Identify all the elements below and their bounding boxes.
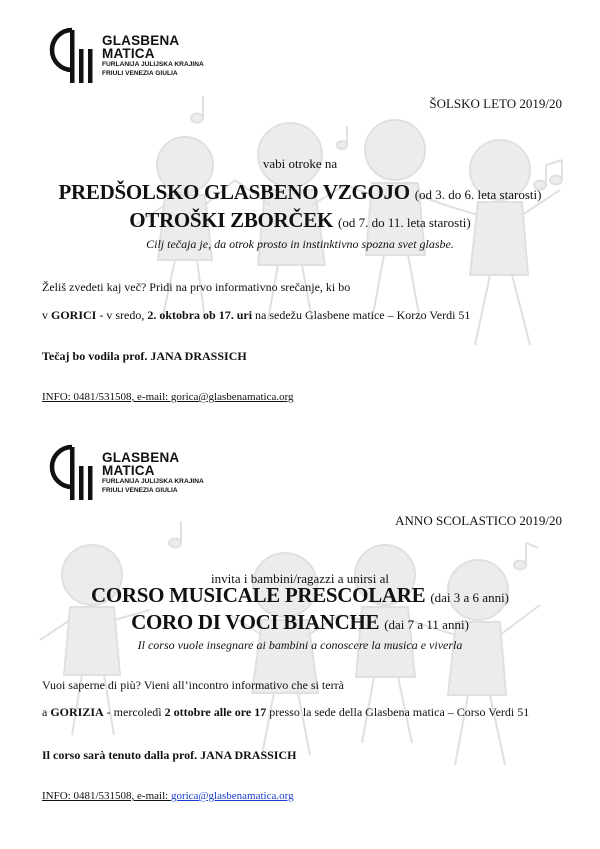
info-line: INFO: 0481/531508, e-mail: gorica@glasbenamatica.org: [42, 391, 294, 403]
meeting-place: presso la sede della Glasbena matica – Corso Verdi 51: [266, 705, 530, 719]
logo-name-line1: GLASBENA: [102, 450, 180, 465]
course1-heading: [0, 180, 600, 205]
question-line: Želiš zvedeti kaj več? Pridi na prvo informativno srečanje, ki bo: [42, 280, 351, 294]
meeting-prefix: a: [42, 705, 51, 719]
invite-line: invita i bambini/ragazzi a unirsi al: [211, 571, 389, 586]
course1-age: (od 3. do 6. leta starosti): [414, 187, 542, 202]
logo-name-line2: MATICA: [102, 46, 155, 61]
meeting-day: - v sredo,: [96, 308, 148, 322]
meeting-date: 2 ottobre alle ore 17: [164, 705, 267, 719]
school-year: ŠOLSKO LETO 2019/20: [429, 96, 562, 111]
teacher-line: Il corso sarà tenuto dalla prof. JANA DRASSICH: [42, 748, 297, 762]
logo-name-line1: GLASBENA: [102, 33, 180, 48]
meeting-place: na sedežu Glasbene matice – Korzo Verdi 51: [252, 308, 471, 322]
meeting-day: - mercoledì: [103, 705, 165, 719]
school-year: ANNO SCOLASTICO 2019/20: [395, 513, 562, 528]
music-note-icon: [169, 521, 181, 548]
glasbena-matica-logo: [48, 27, 204, 85]
email-link[interactable]: gorica@glasbenamatica.org: [170, 790, 294, 802]
course2-heading: [0, 208, 600, 233]
logo-sub-line2: FRIULI VENEZIA GIULIA: [102, 70, 178, 77]
course2-heading: [0, 610, 600, 635]
gm-monogram-icon: [48, 444, 96, 502]
teacher-line: Tečaj bo vodila prof. JANA DRASSICH: [42, 349, 247, 363]
meeting-line: [42, 308, 470, 323]
logo-name-line2: MATICA: [102, 463, 155, 478]
glasbena-matica-logo: [48, 444, 204, 502]
italian-flyer: [0, 425, 600, 849]
course1-title: CORSO MUSICALE PRESCOLARE: [90, 583, 426, 607]
info-line: [42, 790, 294, 802]
logo-sub-line2: FRIULI VENEZIA GIULIA: [102, 487, 178, 494]
course1-heading: [0, 583, 600, 608]
music-note-icon: [191, 96, 203, 123]
meeting-prefix: v: [42, 308, 51, 322]
info-prefix: INFO: 0481/531508, e-mail:: [42, 790, 171, 802]
invite-line: vabi otroke na: [262, 156, 338, 171]
meeting-city: GORIZIA: [50, 705, 104, 719]
meeting-line: [42, 705, 529, 720]
course2-title: CORO DI VOCI BIANCHE: [131, 610, 380, 634]
course2-age: (od 7. do 11. leta starosti): [338, 215, 471, 230]
music-note-icon: [514, 543, 538, 570]
course2-title: OTROŠKI ZBORČEK: [129, 208, 334, 232]
course-aim: Cilj tečaja je, da otrok prosto in instinktivno spozna svet glasbe.: [146, 237, 454, 251]
meeting-city: GORICI: [51, 308, 97, 322]
gm-monogram-icon: [48, 27, 96, 85]
course1-title: PREDŠOLSKO GLASBENO VZGOJO: [58, 180, 410, 204]
logo-sub-line1: FURLANIJA JULIJSKA KRAJINA: [102, 61, 204, 68]
course2-age: (dai 7 a 11 anni): [384, 617, 469, 632]
music-note-icon: [337, 126, 347, 149]
course1-age: (dai 3 a 6 anni): [430, 590, 510, 605]
question-line: Vuoi saperne di più? Vieni all’incontro informativo che si terrà: [42, 678, 344, 692]
meeting-date: 2. oktobra ob 17. uri: [147, 308, 253, 322]
course-aim: Il corso vuole insegnare ai bambini a conoscere la musica e viverla: [137, 638, 463, 652]
logo-sub-line1: FURLANIJA JULIJSKA KRAJINA: [102, 478, 204, 485]
